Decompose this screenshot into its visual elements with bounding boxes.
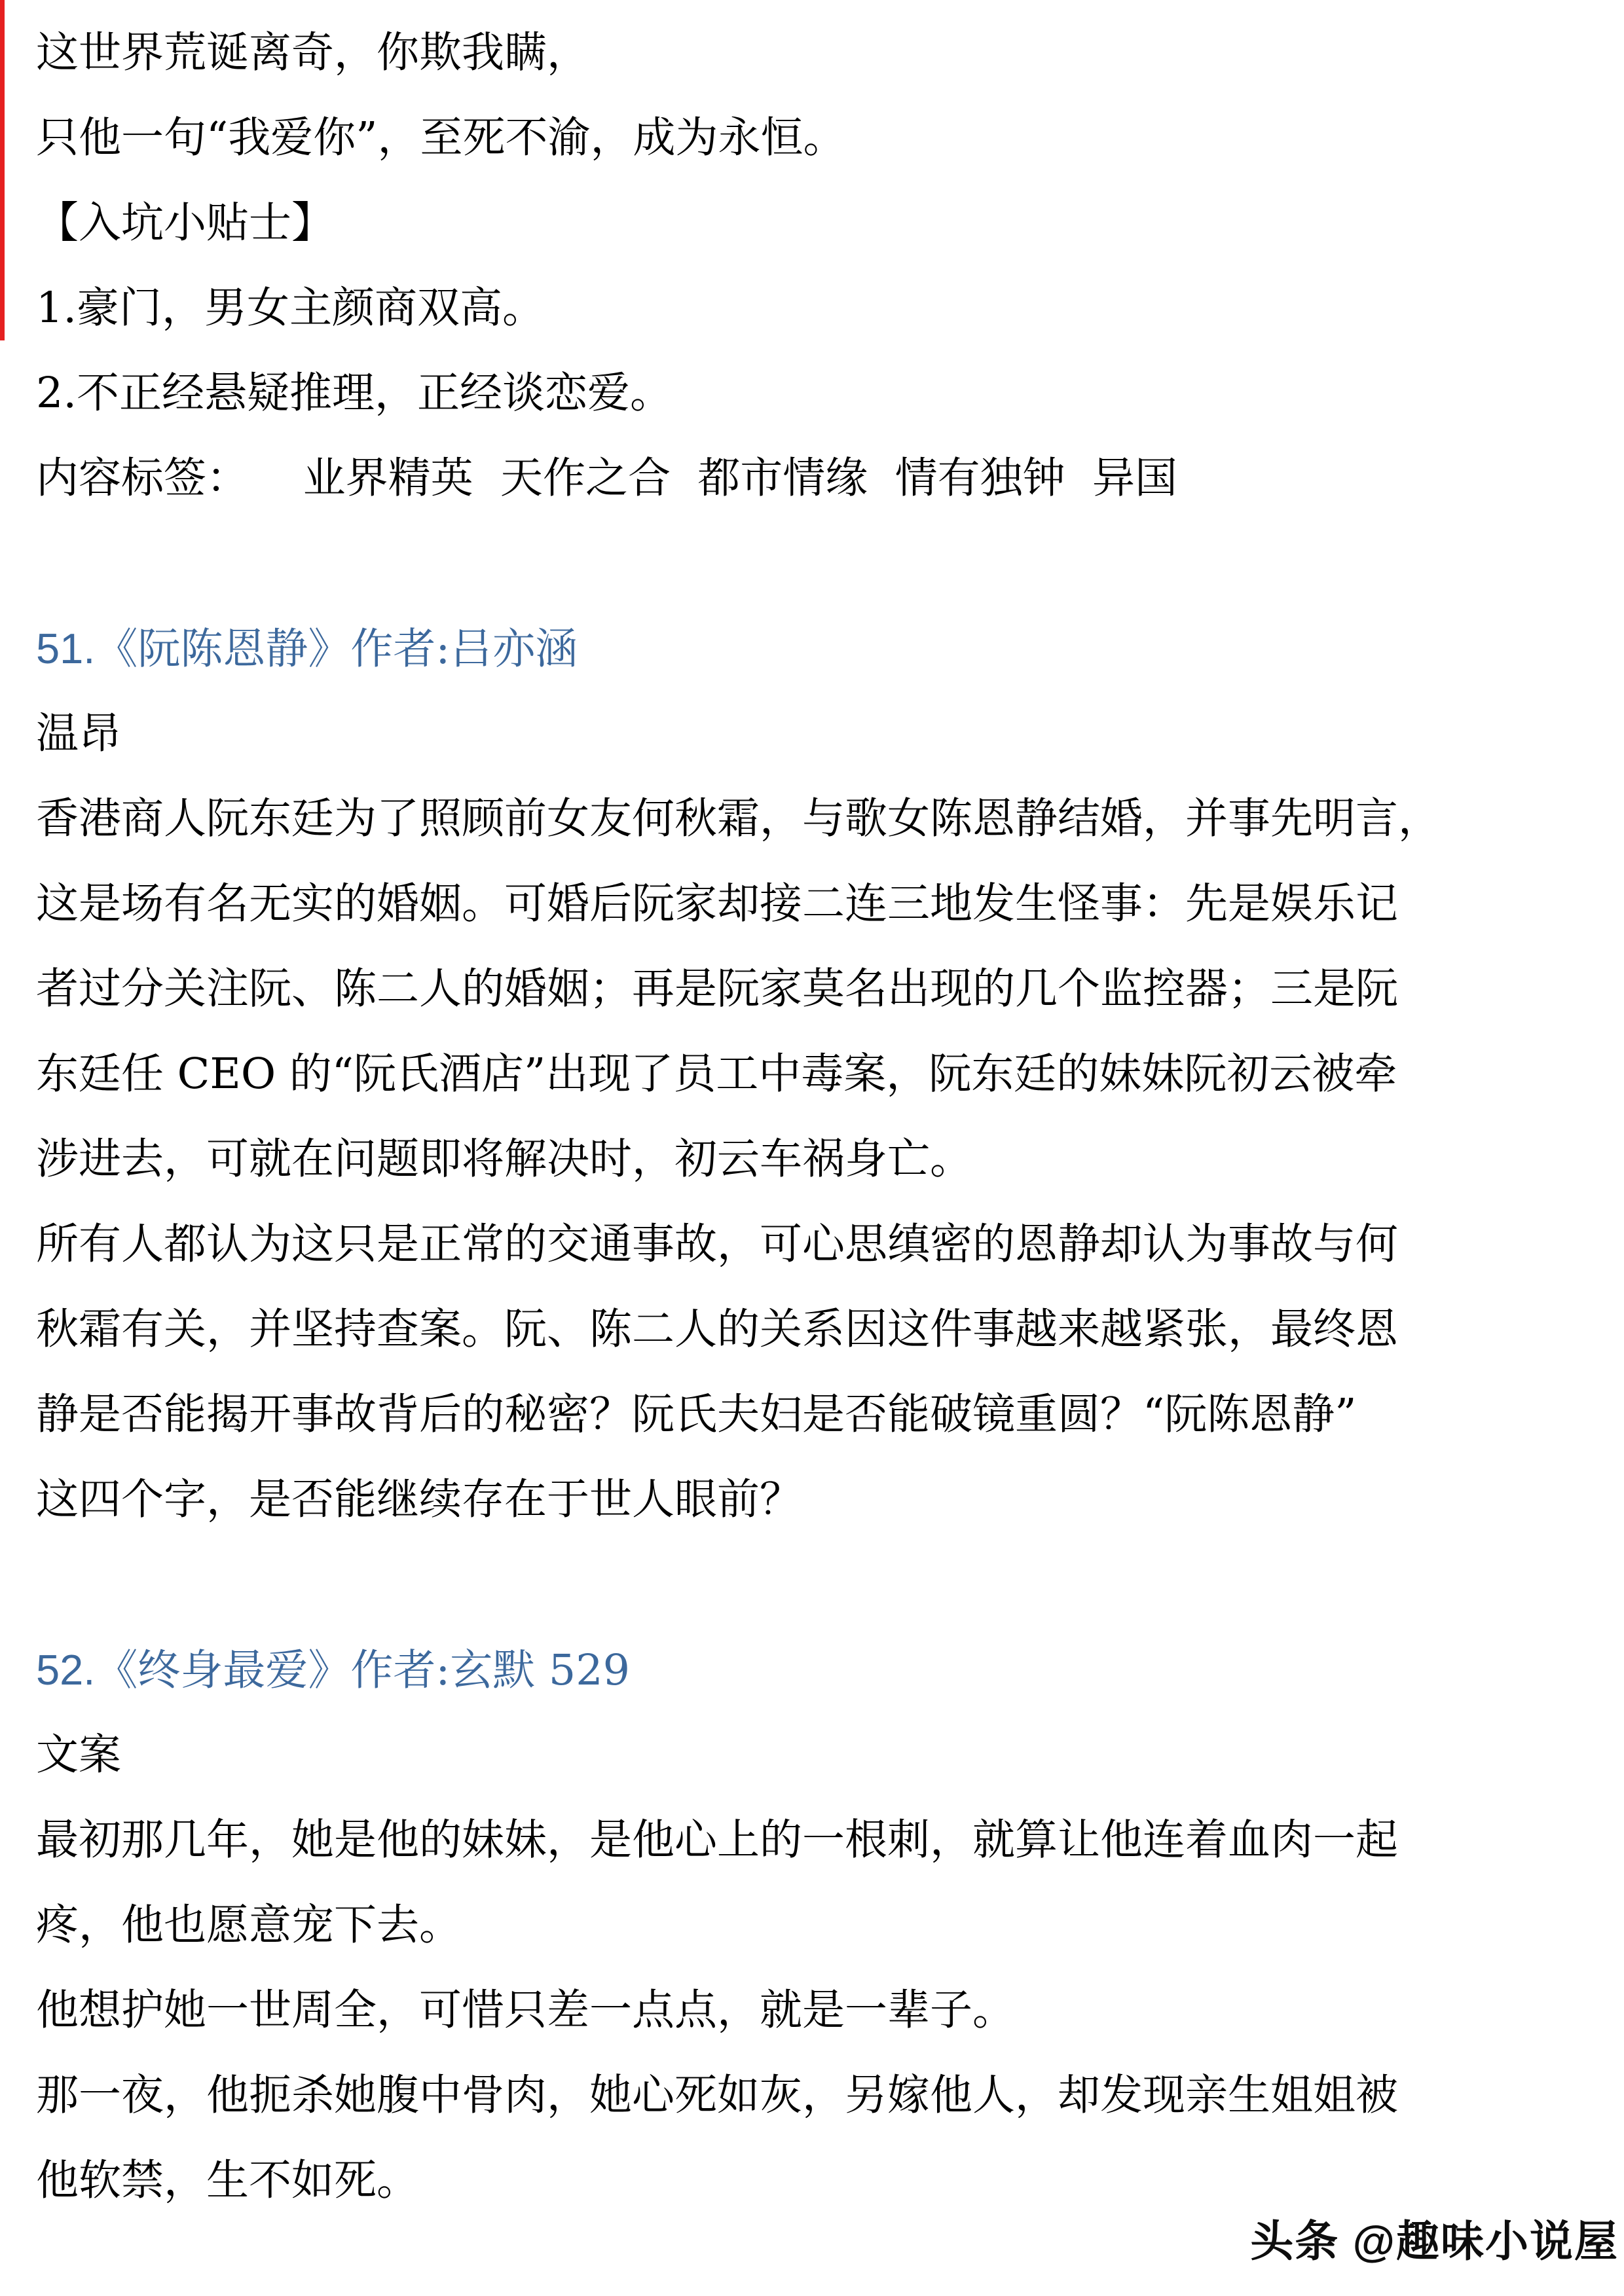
- book-51-line-7: 秋霜有关，并坚持查案。阮、陈二人的关系因这件事越来越紧张，最终恩: [36, 1305, 1399, 1354]
- book-52-note: 文案: [36, 1730, 122, 1779]
- book-51-line-6: 所有人都认为这只是正常的交通事故，可心思缜密的恩静却认为事故与何: [36, 1220, 1399, 1269]
- book-52-line-5: 他软禁，生不如死。: [36, 2156, 420, 2205]
- watermark: 头条 @趣味小说屋: [1250, 2217, 1619, 2265]
- book-51-number: 51.: [36, 625, 96, 672]
- book-52-heading: [36, 1628, 1588, 1713]
- book-51-line-9: 这四个字，是否能继续存在于世人眼前？: [36, 1475, 803, 1524]
- book-51-line-4: 东廷任 CEO 的“阮氏酒店”出现了员工中毒案，阮东廷的妹妹阮初云被牵: [36, 1049, 1397, 1099]
- book-51-line-1: 香港商人阮东廷为了照顾前女友何秋霜，与歌女陈恩静结婚，并事先明言，: [36, 794, 1441, 843]
- book-51-title: 《阮陈恩静》作者:吕亦涵: [95, 625, 578, 674]
- intro-line-1: 这世界荒诞离奇，你欺我瞒，: [36, 28, 590, 77]
- tip-item-2: 2.不正经悬疑推理，正经谈恋爱。: [36, 369, 673, 418]
- book-51-line-2: 这是场有名无实的婚姻。可婚后阮家却接二连三地发生怪事：先是娱乐记: [36, 879, 1399, 928]
- book-51-line-8: 静是否能揭开事故背后的秘密？阮氏夫妇是否能破镜重圆？“阮陈恩静”: [36, 1390, 1357, 1439]
- book-51-note: 温昂: [36, 709, 122, 758]
- book-52-number: 52.: [36, 1646, 96, 1694]
- book-52-line-1: 最初那几年，她是他的妹妹，是他心上的一根刺，就算让他连着血肉一起: [36, 1815, 1399, 1865]
- intro-line-2: 只他一句“我爱你”，至死不渝，成为永恒。: [36, 113, 846, 162]
- tip-item-1: 1.豪门，男女主颜商双高。: [36, 283, 545, 333]
- book-52-line-4: 那一夜，他扼杀她腹中骨肉，她心死如灰，另嫁他人，却发现亲生姐姐被: [36, 2071, 1399, 2120]
- book-51-line-3: 者过分关注阮、陈二人的婚姻；再是阮家莫名出现的几个监控器；三是阮: [36, 964, 1399, 1013]
- book-52-title: 《终身最爱》作者:玄默 529: [95, 1646, 630, 1695]
- book-52-line-3: 他想护她一世周全，可惜只差一点点，就是一辈子。: [36, 1986, 1016, 2035]
- book-52-line-2: 疼，他也愿意宠下去。: [36, 1901, 462, 1950]
- red-edge-marker: [0, 0, 5, 340]
- book-51-heading: [36, 606, 1588, 691]
- tips-header: 【入坑小贴士】: [36, 198, 335, 247]
- content-tags: 内容标签： 业界精英 天作之合 都市情缘 情有独钟 异国: [36, 454, 1177, 503]
- book-51-line-5: 涉进去，可就在问题即将解决时，初云车祸身亡。: [36, 1135, 973, 1184]
